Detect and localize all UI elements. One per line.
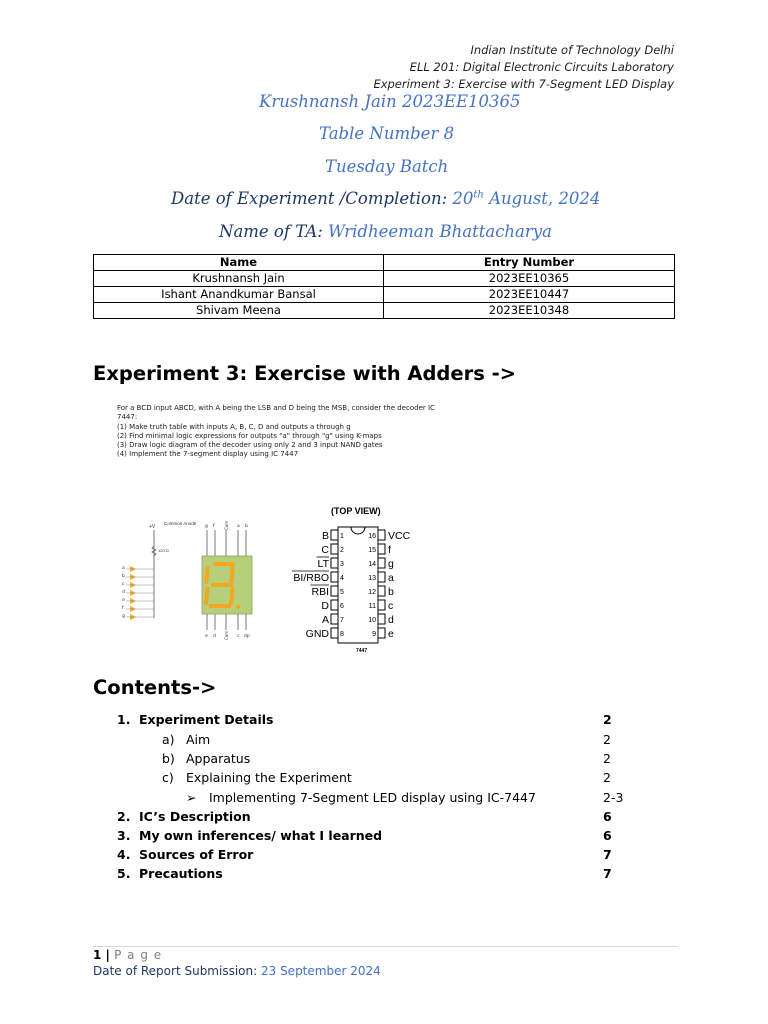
top-pin-label: a	[237, 524, 240, 529]
pin-name: f	[388, 544, 391, 556]
member-entry: 2023EE10447	[384, 287, 675, 303]
pin-number: 15	[368, 547, 376, 554]
toc-label: Sources of Error	[139, 847, 254, 862]
toc-label: IC’s Description	[139, 809, 251, 824]
problem-line: (4) Implement the 7-segment display using IC 7447	[117, 450, 299, 459]
batch: Tuesday Batch	[325, 157, 449, 176]
segment-letter: a	[122, 566, 125, 571]
pin-box	[378, 572, 385, 582]
page-number: 1	[93, 948, 102, 962]
pin-number: 6	[340, 603, 344, 610]
table-row	[94, 303, 675, 319]
page-separator: |	[101, 948, 115, 962]
pin-name: BI/RBO	[293, 572, 329, 584]
pin-box	[378, 586, 385, 596]
segment-letter: g	[122, 614, 125, 619]
member-entry: 2023EE10348	[384, 303, 675, 319]
pin-box	[378, 628, 385, 638]
date-rest: August, 2024	[483, 189, 601, 208]
toc-page: 6	[603, 809, 612, 824]
toc-page: 2-3	[603, 790, 624, 805]
ic-body	[338, 527, 378, 643]
toc-page: 2	[603, 712, 612, 727]
toc-label: Explaining the Experiment	[186, 770, 352, 785]
pin-number: 5	[340, 589, 344, 596]
toc-page: 2	[603, 732, 611, 747]
toc-label: Experiment Details	[139, 712, 274, 727]
pin-box	[331, 558, 338, 568]
led-display-figure	[112, 518, 272, 642]
problem-statement	[117, 404, 447, 460]
problem-line: (2) Find minimal logic expressions for outputs "a" through "g" using K-maps	[117, 431, 382, 440]
pin-name: A	[321, 614, 329, 626]
toc-item[interactable]	[0, 751, 768, 770]
toc-number: 1.	[117, 712, 131, 727]
segment-letter: f	[122, 606, 124, 611]
bottom-pin-label: e	[205, 634, 208, 639]
toc-page: 2	[603, 751, 611, 766]
segment-letter: e	[122, 598, 125, 603]
toc-item[interactable]	[0, 732, 768, 751]
toc-number: 5.	[117, 866, 131, 881]
part-label: 7447	[356, 648, 368, 654]
pin-box	[378, 558, 385, 568]
toc-item[interactable]	[0, 866, 768, 885]
pin-number: 2	[340, 547, 344, 554]
ta-line	[219, 222, 552, 241]
pin-name: D	[321, 600, 329, 612]
top-view-label: (TOP VIEW)	[331, 506, 381, 516]
ta-label: Name of TA:	[219, 222, 329, 241]
toc-page: 7	[603, 847, 612, 862]
ic-7447-pinout	[278, 503, 453, 658]
toc-number: 4.	[117, 847, 131, 862]
table-row	[94, 287, 675, 303]
pin-number: 4	[340, 575, 344, 582]
date-label: Date of Experiment /Completion:	[171, 189, 453, 208]
pin-name: RBI	[311, 586, 329, 598]
pin-box	[331, 530, 338, 540]
members-table	[93, 254, 675, 319]
bottom-pin-label: Com	[224, 630, 229, 640]
submission-label: Date of Report Submission:	[93, 964, 261, 978]
page-footer-number	[93, 948, 162, 962]
section-title-experiment: Experiment 3: Exercise with Adders ->	[93, 362, 517, 385]
toc-page: 7	[603, 866, 612, 881]
header-experiment: Experiment 3: Exercise with 7-Segment LED Display	[373, 77, 674, 91]
pin-box	[331, 614, 338, 624]
toc-label: Precautions	[139, 866, 223, 881]
toc-page: 2	[603, 770, 611, 785]
pin-box	[378, 600, 385, 610]
toc-number: b)	[162, 751, 175, 766]
date-sup: th	[473, 189, 484, 201]
toc-page: 6	[603, 828, 612, 843]
pin-number: 14	[368, 561, 376, 568]
segment-letter: d	[122, 590, 125, 595]
pin-number: 16	[368, 533, 376, 540]
pin-name: B	[321, 530, 329, 542]
pin-number: 3	[340, 561, 344, 568]
submission-date: 23 September 2024	[260, 964, 381, 978]
top-pin-label: Com	[224, 520, 229, 530]
table-row	[94, 271, 675, 287]
resistor-label: 120 Ω	[158, 548, 169, 553]
pin-name: g	[388, 558, 394, 570]
member-name: Ishant Anandkumar Bansal	[94, 287, 384, 303]
pin-box	[331, 544, 338, 554]
toc-item[interactable]	[0, 828, 768, 847]
pin-name: LT	[317, 558, 329, 570]
pin-name: d	[388, 614, 394, 626]
problem-line: For a BCD input ABCD, with A being the LSB and D being the MSB, consider the decoder IC	[117, 404, 435, 412]
left-pins	[292, 530, 344, 640]
pin-box	[378, 530, 385, 540]
pin-number: 11	[368, 603, 376, 610]
bottom-pin-label: d	[213, 634, 216, 639]
pin-number: 12	[368, 589, 376, 596]
experiment-date	[171, 189, 600, 208]
led-diode-column	[122, 566, 154, 620]
pin-name: C	[321, 544, 329, 556]
pin-box	[331, 628, 338, 638]
bottom-pin-label: dp	[244, 634, 250, 639]
header-course: ELL 201: Digital Electronic Circuits Laboratory	[409, 60, 674, 74]
pin-name: c	[388, 600, 394, 612]
submission-date-line	[93, 964, 381, 978]
vcc-label: +V	[149, 524, 156, 530]
problem-line: (3) Draw logic diagram of the decoder using only 2 and 3 input NAND gates	[117, 441, 383, 450]
student-name-id: Krushnansh Jain 2023EE10365	[259, 92, 521, 111]
table-header-row	[94, 255, 675, 271]
pin-number: 9	[372, 631, 376, 638]
pin-name: a	[388, 572, 394, 584]
toc-label: Apparatus	[186, 751, 251, 766]
pin-number: 1	[340, 533, 344, 540]
member-name: Shivam Meena	[94, 303, 384, 319]
pin-box	[378, 614, 385, 624]
ta-name: Wridheeman Bhattacharya	[328, 222, 552, 241]
toc-item[interactable]	[0, 847, 768, 866]
arrow-bullet-icon: ➢	[186, 790, 197, 805]
table-number: Table Number 8	[319, 124, 455, 143]
footer-divider	[93, 946, 678, 947]
toc-number: 3.	[117, 828, 131, 843]
column-header-entry: Entry Number	[384, 255, 675, 271]
pin-box	[331, 600, 338, 610]
top-pin-label: b	[245, 524, 248, 529]
toc-label: My own inferences/ what I learned	[139, 828, 383, 843]
toc-label: Aim	[186, 732, 211, 747]
table-of-contents	[0, 712, 768, 902]
toc-item[interactable]	[0, 712, 768, 731]
toc-number: a)	[162, 732, 175, 747]
pin-name: VCC	[388, 530, 411, 542]
toc-item[interactable]	[0, 790, 768, 809]
toc-number: c)	[162, 770, 174, 785]
anode-label: Common Anode	[164, 521, 197, 526]
pin-number: 13	[368, 575, 376, 582]
top-pin-label: f	[213, 524, 215, 529]
pin-number: 7	[340, 617, 344, 624]
column-header-name: Name	[94, 255, 384, 271]
pin-name: GND	[305, 628, 329, 640]
problem-line: 7447:	[117, 413, 138, 422]
contents-title: Contents->	[93, 676, 217, 699]
pin-number: 8	[340, 631, 344, 638]
segment-letter: c	[122, 582, 125, 587]
pin-box	[331, 586, 338, 596]
seven-segment-display	[202, 521, 252, 640]
header-institute: Indian Institute of Technology Delhi	[470, 43, 674, 57]
problem-line: (1) Make truth table with inputs A, B, C, D and outputs a through g	[117, 422, 351, 431]
pin-name: e	[388, 628, 394, 640]
member-name: Krushnansh Jain	[94, 271, 384, 287]
pin-number: 10	[368, 617, 376, 624]
bottom-pin-label: c	[237, 634, 240, 639]
top-pin-label: g	[205, 524, 208, 529]
pin-box	[378, 544, 385, 554]
toc-item[interactable]	[0, 809, 768, 828]
page-word: P a g e	[114, 948, 163, 962]
date-day: 20	[452, 189, 474, 208]
segment-letter: b	[122, 574, 125, 579]
toc-label: Implementing 7-Segment LED display using IC-7447	[209, 790, 536, 805]
member-entry: 2023EE10365	[384, 271, 675, 287]
toc-item[interactable]	[0, 770, 768, 789]
pin-box	[331, 572, 338, 582]
toc-number: 2.	[117, 809, 131, 824]
pin-name: b	[388, 586, 394, 598]
